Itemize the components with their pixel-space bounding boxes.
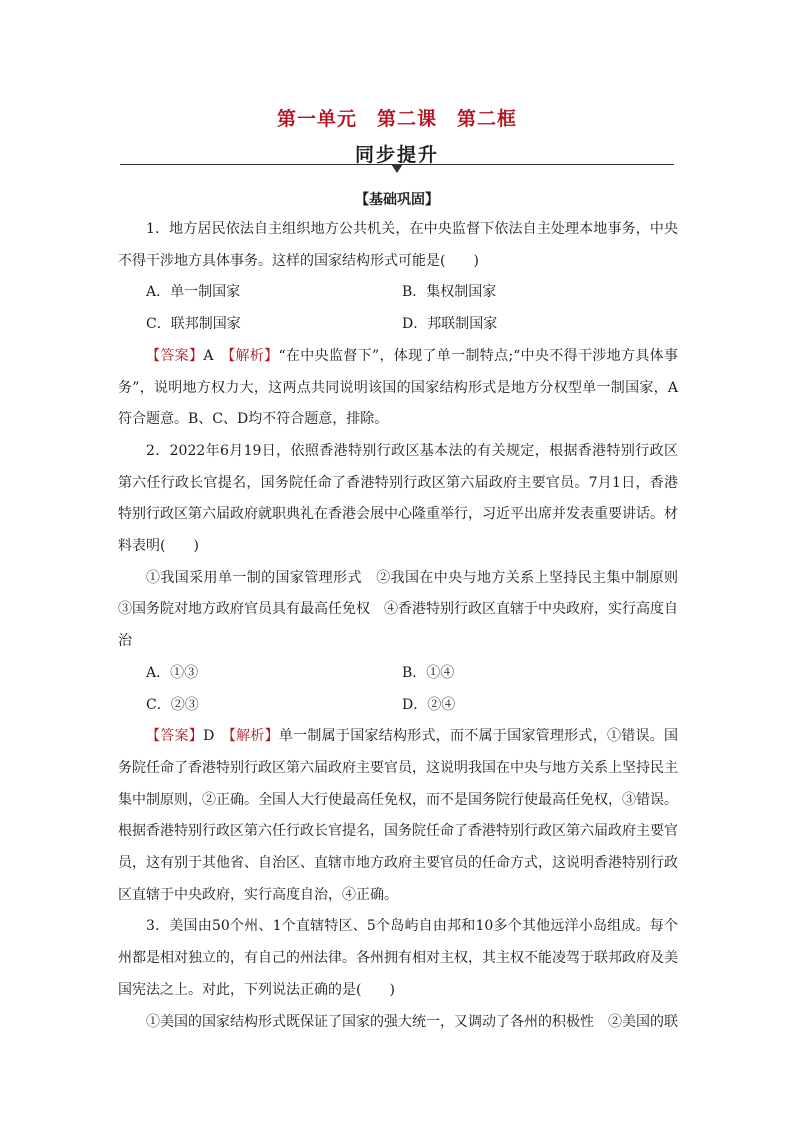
- option-b: B．集权制国家: [402, 284, 497, 301]
- question-2-stem: 2．2022年6月19日，依照香港特别行政区基本法的有关规定，根据香港特别行政区第六任行政长官提名，国务院任命了香港特别行政区第六届政府主要官员。7月1日，香港特别行政区第六届政府就职典礼在香港会展中心隆重举行，习近平出席并发表重要讲话。材料表明( ): [118, 442, 678, 555]
- analysis-text: “在中央监督下”，体现了单一制特点;“中央不得干涉地方具体事务”，说明地方权力大，这两点共同说明该国的国家结构形式是地方分权型单一制国家，A符合题意。B、C、D均不符合题意，排除。: [118, 347, 679, 428]
- analysis-label: 【解析】: [228, 728, 279, 745]
- answer-value: D: [203, 728, 215, 745]
- question-1-options: [118, 277, 678, 340]
- question-1-stem: 1．地方居民依法自主组织地方公共机关，在中央监督下依法自主处理本地事务，中央不得干涉地方具体事务。这样的国家结构形式可能是( ): [118, 221, 678, 269]
- triangle-down-icon: [391, 164, 403, 173]
- section-heading: 【基础巩固】: [355, 192, 439, 208]
- question-3-statements: ①美国的国家结构形式既保证了国家的强大统一，又调动了各州的积极性 ②美国的联: [146, 1013, 678, 1030]
- option-a: A．①③: [146, 664, 199, 681]
- page-title: 第一单元 第二课 第二框: [276, 108, 517, 130]
- option-d: D．②④: [402, 696, 456, 713]
- option-b: B．①④: [402, 664, 455, 681]
- question-2-answer: [118, 721, 678, 911]
- question-list: [118, 214, 692, 1038]
- option-c: C．联邦制国家: [146, 316, 241, 333]
- analysis-text: 单一制属于国家结构形式，而不属于国家管理形式，①错误。国务院任命了香港特别行政区第六届政府主要官员，这说明我国在中央与地方关系上坚持民主集中制原则，②正确。全国人大行使最高任免权，而不是国务院行使最高任免权，③错误。根据香港特别行政区第六任行政长官提名，国务院任命了香港特别行政区第六届政府主要官员，这有别于其他省、自治区、直辖市地方政府主要官员的任命方式，这说明香港特别行政区直辖于中央政府，实行高度自治，④正确。: [118, 728, 679, 903]
- question-3-stem: 3．美国由50个州、1个直辖特区、5个岛屿自由邦和10多个其他远洋小岛组成。每个州都是相对独立的，有自己的州法律。各州拥有相对主权，其主权不能凌驾于联邦政府及美国宪法之上。对此，下列说法正确的是( ): [118, 918, 678, 998]
- question-2-statements: ①我国采用单一制的国家管理形式 ②我国在中央与地方关系上坚持民主集中制原则 ③国务院对地方政府官员具有最高任免权 ④香港特别行政区直辖于中央政府，实行高度自治: [118, 569, 692, 650]
- answer-value: A: [203, 347, 214, 364]
- answer-label: 【答案】: [146, 728, 204, 745]
- option-a: A．单一制国家: [146, 284, 241, 301]
- question-1-answer: [118, 341, 678, 436]
- answer-label: 【答案】: [146, 347, 204, 364]
- option-d: D．邦联制国家: [402, 316, 498, 333]
- question-2-options: [118, 658, 678, 721]
- banner-title: 同步提升: [354, 144, 439, 166]
- analysis-label: 【解析】: [228, 347, 279, 364]
- option-c: C．②③: [146, 696, 199, 713]
- section-banner: [120, 140, 674, 180]
